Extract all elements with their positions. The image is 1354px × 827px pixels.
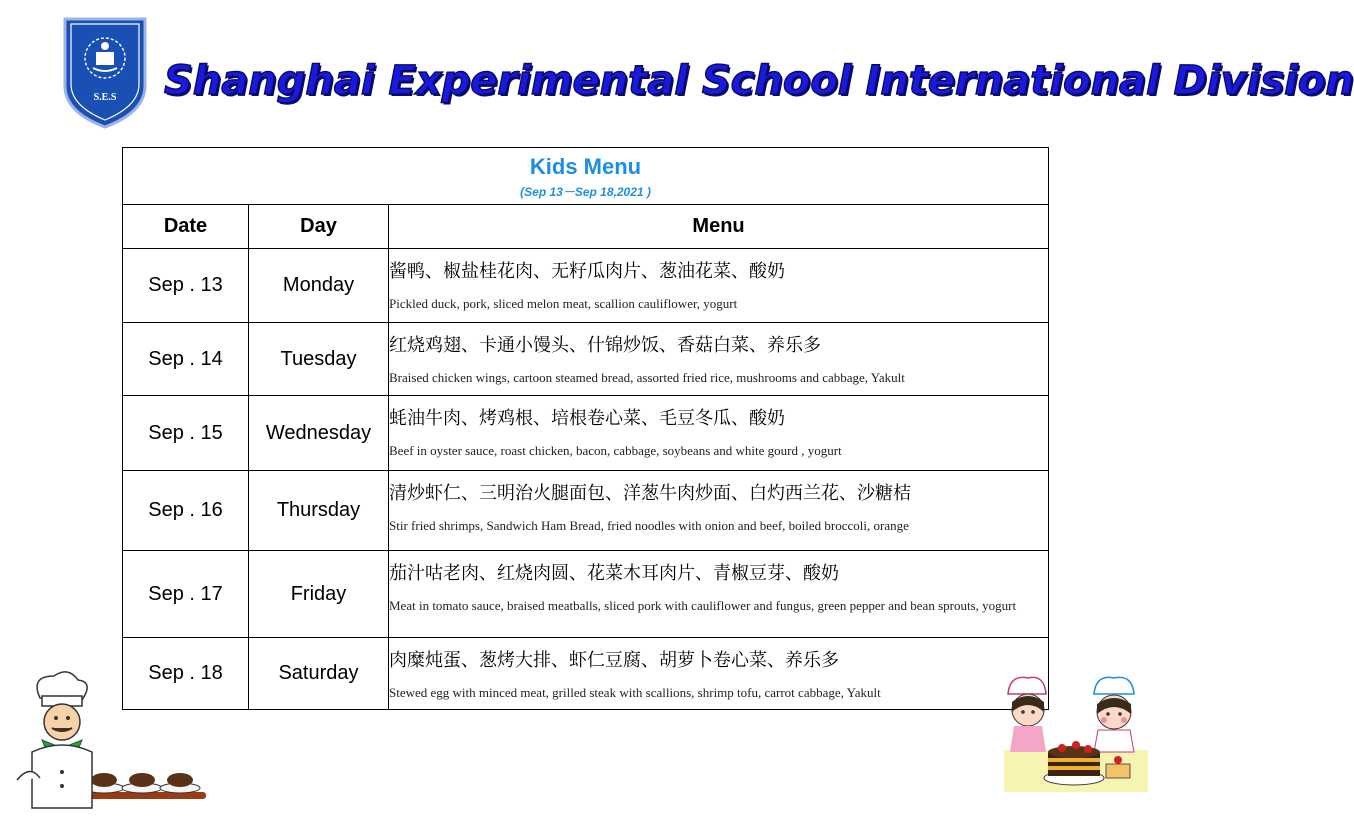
menu-chinese: 酱鸭、椒盐桂花肉、无籽瓜肉片、葱油花菜、酸奶 bbox=[389, 261, 785, 282]
row-day: Wednesday bbox=[249, 396, 389, 471]
row-menu bbox=[389, 396, 1049, 471]
row-menu bbox=[389, 471, 1049, 551]
row-date: Sep . 13 bbox=[123, 249, 249, 323]
table-row bbox=[123, 638, 1049, 710]
row-date: Sep . 15 bbox=[123, 396, 249, 471]
row-menu bbox=[389, 323, 1049, 396]
table-row bbox=[123, 323, 1049, 396]
menu-date-range: (Sep 13－Sep 18,2021 ) bbox=[520, 185, 651, 199]
column-header-menu: Menu bbox=[389, 205, 1049, 249]
logo-text: S.E.S bbox=[93, 92, 117, 103]
row-menu bbox=[389, 551, 1049, 638]
menu-english: Braised chicken wings, cartoon steamed bread, assorted fried rice, mushrooms and cabbage, Yakult bbox=[389, 370, 905, 385]
row-day: Tuesday bbox=[249, 323, 389, 396]
menu-chinese: 清炒虾仁、三明治火腿面包、洋葱牛肉炒面、白灼西兰花、沙糖桔 bbox=[389, 483, 911, 504]
row-menu bbox=[389, 638, 1049, 710]
row-day: Saturday bbox=[249, 638, 389, 710]
menu-english: Stewed egg with minced meat, grilled steak with scallions, shrimp tofu, carrot cabbage, Yakult bbox=[389, 685, 881, 700]
menu-chinese: 蚝油牛肉、烤鸡根、培根卷心菜、毛豆冬瓜、酸奶 bbox=[389, 408, 785, 429]
table-row bbox=[123, 471, 1049, 551]
table-row bbox=[123, 249, 1049, 323]
row-day: Friday bbox=[249, 551, 389, 638]
row-date: Sep . 18 bbox=[123, 638, 249, 710]
menu-caption bbox=[123, 148, 1049, 205]
kids-baking-illustration bbox=[1000, 672, 1150, 794]
row-date: Sep . 16 bbox=[123, 471, 249, 551]
menu-chinese: 红烧鸡翅、卡通小馒头、什锦炒饭、香菇白菜、养乐多 bbox=[389, 335, 821, 356]
kids-menu-table bbox=[122, 147, 1049, 710]
school-name: Shanghai Experimental School International Division bbox=[164, 58, 1354, 104]
menu-english: Meat in tomato sauce, braised meatballs, sliced pork with cauliflower and fungus, green pepper and bean sprouts, yogurt bbox=[389, 598, 1017, 613]
table-header-row bbox=[123, 205, 1049, 249]
shield-icon bbox=[62, 16, 148, 130]
column-header-date: Date bbox=[123, 205, 249, 249]
menu-english: Stir fried shrimps, Sandwich Ham Bread, fried noodles with onion and beef, boiled broccoli, orange bbox=[389, 518, 909, 533]
menu-chinese: 肉糜炖蛋、葱烤大排、虾仁豆腐、胡萝卜卷心菜、养乐多 bbox=[389, 650, 839, 671]
chef-illustration bbox=[12, 668, 208, 813]
row-date: Sep . 14 bbox=[123, 323, 249, 396]
row-date: Sep . 17 bbox=[123, 551, 249, 638]
table-row bbox=[123, 551, 1049, 638]
menu-english: Beef in oyster sauce, roast chicken, bacon, cabbage, soybeans and white gourd , yogurt bbox=[389, 443, 842, 458]
column-header-day: Day bbox=[249, 205, 389, 249]
row-menu bbox=[389, 249, 1049, 323]
school-logo bbox=[62, 16, 148, 130]
table-row bbox=[123, 396, 1049, 471]
menu-chinese: 茄汁咕老肉、红烧肉圆、花菜木耳肉片、青椒豆芽、酸奶 bbox=[389, 563, 839, 584]
menu-title: Kids Menu bbox=[529, 154, 642, 179]
menu-english: Pickled duck, pork, sliced melon meat, scallion cauliflower, yogurt bbox=[389, 296, 738, 311]
row-day: Thursday bbox=[249, 471, 389, 551]
row-day: Monday bbox=[249, 249, 389, 323]
